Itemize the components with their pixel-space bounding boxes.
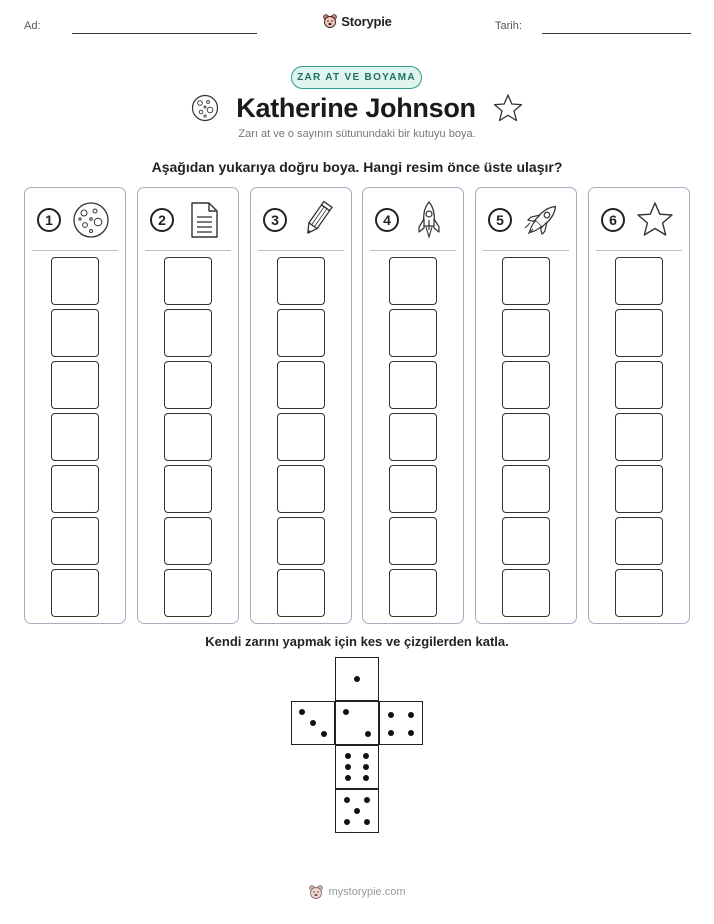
color-box[interactable] — [502, 361, 550, 409]
color-box[interactable] — [389, 361, 437, 409]
column-number: 5 — [488, 208, 512, 232]
star-icon — [635, 200, 675, 240]
page-title: Katherine Johnson — [236, 92, 476, 123]
color-box[interactable] — [277, 517, 325, 565]
color-box[interactable] — [164, 465, 212, 513]
footer — [0, 884, 714, 905]
color-box[interactable] — [51, 413, 99, 461]
color-box[interactable] — [277, 257, 325, 305]
document-icon — [184, 200, 224, 240]
color-box[interactable] — [164, 257, 212, 305]
color-box[interactable] — [164, 309, 212, 357]
column-number: 3 — [263, 208, 287, 232]
name-label: Ad: — [24, 20, 41, 32]
column-header — [25, 188, 125, 252]
column-header — [251, 188, 351, 252]
column-number: 2 — [150, 208, 174, 232]
moon-icon — [71, 200, 111, 240]
die-face-five — [335, 789, 379, 833]
column-header — [363, 188, 463, 252]
color-box[interactable] — [389, 309, 437, 357]
activity-badge: ZAR AT VE BOYAMA — [291, 66, 422, 89]
column-1 — [24, 187, 126, 624]
column-header — [138, 188, 238, 252]
fold-instruction: Kendi zarını yapmak için kes ve çizgilerden katla. — [205, 634, 509, 649]
color-box[interactable] — [277, 569, 325, 617]
color-box[interactable] — [615, 569, 663, 617]
color-box[interactable] — [51, 465, 99, 513]
column-5 — [475, 187, 577, 624]
color-box[interactable] — [389, 569, 437, 617]
color-box[interactable] — [389, 413, 437, 461]
color-box[interactable] — [615, 465, 663, 513]
color-box[interactable] — [502, 569, 550, 617]
color-box[interactable] — [615, 309, 663, 357]
color-box[interactable] — [615, 517, 663, 565]
die-face-three — [291, 701, 335, 745]
column-2 — [137, 187, 239, 624]
color-box[interactable] — [502, 309, 550, 357]
moon-icon — [190, 93, 220, 123]
column-3 — [250, 187, 352, 624]
rocket-icon — [409, 200, 449, 240]
die-face-one — [335, 657, 379, 701]
brand-name: Storypie — [341, 13, 392, 29]
color-box[interactable] — [51, 257, 99, 305]
color-box[interactable] — [51, 517, 99, 565]
color-box[interactable] — [389, 465, 437, 513]
color-box[interactable] — [615, 257, 663, 305]
brand-logo — [0, 13, 714, 34]
color-box[interactable] — [164, 413, 212, 461]
color-box[interactable] — [164, 569, 212, 617]
column-header — [476, 188, 576, 252]
color-box[interactable] — [389, 257, 437, 305]
color-box[interactable] — [502, 257, 550, 305]
footer-url[interactable]: mystorypie.com — [328, 886, 406, 898]
column-number: 6 — [601, 208, 625, 232]
bear-mascot-icon — [322, 13, 338, 29]
column-header — [589, 188, 689, 252]
launching-rocket-icon — [522, 200, 562, 240]
pencil-icon — [297, 200, 337, 240]
subtitle: Zarı at ve o sayının sütunundaki bir kutuyu boya. — [238, 128, 476, 140]
column-6 — [588, 187, 690, 624]
bear-mascot-icon — [308, 884, 324, 900]
color-box[interactable] — [277, 361, 325, 409]
color-box[interactable] — [51, 309, 99, 357]
color-box[interactable] — [615, 413, 663, 461]
color-box[interactable] — [502, 465, 550, 513]
die-face-two — [335, 701, 379, 745]
column-4 — [362, 187, 464, 624]
color-box[interactable] — [164, 361, 212, 409]
column-number: 4 — [375, 208, 399, 232]
die-face-four — [379, 701, 423, 745]
color-box[interactable] — [502, 517, 550, 565]
title-row — [0, 90, 714, 126]
color-box[interactable] — [615, 361, 663, 409]
color-box[interactable] — [164, 517, 212, 565]
date-label: Tarih: — [495, 20, 522, 32]
star-icon — [492, 93, 524, 123]
color-box[interactable] — [277, 309, 325, 357]
color-box[interactable] — [502, 413, 550, 461]
color-box[interactable] — [51, 569, 99, 617]
color-box[interactable] — [389, 517, 437, 565]
color-box[interactable] — [277, 465, 325, 513]
die-face-six — [335, 745, 379, 789]
color-box[interactable] — [51, 361, 99, 409]
column-number: 1 — [37, 208, 61, 232]
instruction: Aşağıdan yukarıya doğru boya. Hangi resim önce üste ulaşır? — [151, 159, 563, 175]
color-box[interactable] — [277, 413, 325, 461]
